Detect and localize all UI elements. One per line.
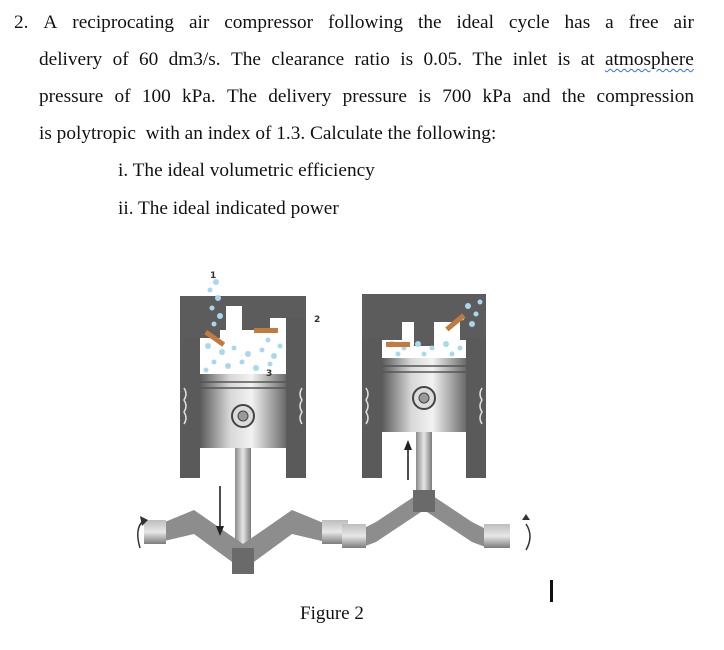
- word: 60: [139, 49, 159, 70]
- word: delivery: [268, 86, 332, 107]
- word: The: [226, 86, 257, 107]
- word: air: [188, 12, 210, 33]
- word: the: [417, 12, 442, 33]
- word: and: [522, 86, 551, 107]
- right-compressor: [342, 294, 530, 550]
- question-line-1: [14, 4, 694, 41]
- word: of: [114, 86, 131, 107]
- question-line-3: [14, 78, 694, 115]
- question-line-2: [14, 41, 694, 78]
- word: free: [628, 12, 659, 33]
- word: A: [43, 12, 58, 33]
- sub-question-list: [118, 152, 375, 228]
- word: compressor: [224, 12, 314, 33]
- word: kPa: [482, 86, 512, 107]
- question-number: 2.: [14, 12, 29, 33]
- word: following: [328, 12, 404, 33]
- word: is: [418, 86, 432, 107]
- left-cylinder-wall-left: [180, 338, 200, 478]
- right-intake-valve: [386, 342, 410, 347]
- line-text: is polytropic with an index of 1.3. Calculate the following:: [39, 123, 497, 144]
- word: pressure: [39, 86, 104, 107]
- right-cylinder-wall-right: [466, 338, 486, 478]
- figure-caption: Figure 2: [300, 603, 364, 624]
- spellcheck-word: atmosphere: [604, 49, 694, 70]
- word: the: [561, 86, 586, 107]
- right-cylinder-wall-left: [362, 338, 382, 478]
- word: has: [564, 12, 591, 33]
- word: 700: [442, 86, 472, 107]
- word: ratio: [354, 49, 390, 70]
- label-1: 1: [210, 271, 217, 281]
- word: reciprocating: [72, 12, 174, 33]
- right-shaft-end-left: [342, 524, 366, 548]
- word: delivery: [39, 49, 103, 70]
- word: compression: [596, 86, 694, 107]
- right-rotation-arrow: [526, 524, 530, 550]
- word: air: [673, 12, 694, 33]
- left-cylinder-wall-right: [286, 318, 306, 478]
- sub-question-i: i. The ideal volumetric efficiency: [118, 160, 375, 181]
- word: clearance: [271, 49, 345, 70]
- left-shaft-end-left: [144, 520, 166, 544]
- word: is: [400, 49, 414, 70]
- word: a: [605, 12, 614, 33]
- word: at: [580, 49, 595, 70]
- sub-question-ii: ii. The ideal indicated power: [118, 198, 339, 219]
- right-shaft-end-right: [484, 524, 510, 548]
- word: 100: [141, 86, 171, 107]
- compressor-figure: [130, 258, 570, 588]
- word: pressure: [342, 86, 407, 107]
- word: cycle: [508, 12, 550, 33]
- word: of: [112, 49, 129, 70]
- word: inlet: [512, 49, 548, 70]
- label-3: 3: [266, 369, 273, 379]
- word: kPa.: [181, 86, 216, 107]
- left-discharge-valve: [254, 328, 278, 333]
- text-cursor: [550, 580, 553, 602]
- question-paragraph: [14, 4, 694, 152]
- word: The: [472, 49, 503, 70]
- word: 0.05.: [423, 49, 463, 70]
- word: ideal: [456, 12, 494, 33]
- left-connecting-rod: [235, 448, 251, 548]
- word: is: [557, 49, 571, 70]
- word: The: [231, 49, 261, 70]
- label-2: 2: [314, 315, 321, 325]
- question-line-4: [14, 115, 694, 152]
- left-compressor: [138, 271, 348, 574]
- word: dm3/s.: [168, 49, 221, 70]
